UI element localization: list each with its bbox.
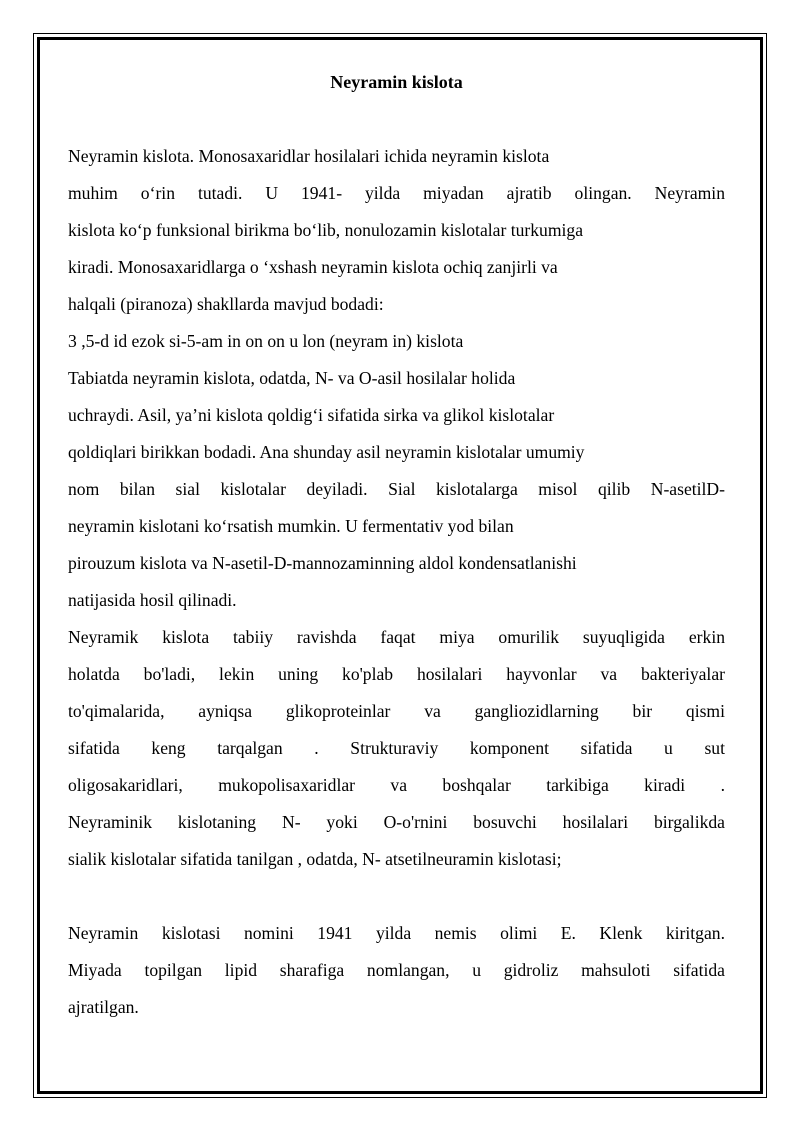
text-line: Neyramin kislota. Monosaxaridlar hosilalari ichida neyramin kislota [68, 146, 550, 166]
text-line: kislota ko‘p funksional birikma bo‘lib, nonulozamin kislotalar turkumiga [68, 220, 584, 240]
text-line: Tabiatda neyramin kislota, odatda, N- va O-asil hosilalar holida [68, 368, 516, 388]
text-line: ajratilgan. [68, 997, 139, 1017]
text-line: holatda bo'ladi, lekin uning ko'plab hosilalari hayvonlar va bakteriyalar [68, 664, 725, 684]
paragraph-spacer [68, 878, 725, 915]
text-line: muhim o‘rin tutadi. U 1941- yilda miyadan ajratib olingan. Neyramin [68, 183, 725, 203]
text-line: Neyraminik kislotaning N- yoki O-o'rnini bosuvchi hosilalari birgalikda [68, 812, 725, 832]
text-line: Neyramik kislota tabiiy ravishda faqat miya omurilik suyuqligida erkin [68, 627, 725, 647]
document-body [68, 64, 725, 1026]
text-line: sifatida keng tarqalgan . Strukturaviy komponent sifatida u sut [68, 738, 725, 758]
text-line: nom bilan sial kislotalar deyiladi. Sial kislotalarga misol qilib N-asetilD- [68, 479, 725, 499]
text-line: halqali (piranoza) shakllarda mavjud bodadi: [68, 294, 384, 314]
text-line: 3 ,5-d id ezok si-5-am in on on u lon (neyram in) kislota [68, 331, 464, 351]
text-line: Miyada topilgan lipid sharafiga nomlangan, u gidroliz mahsuloti sifatida [68, 960, 725, 980]
text-line: Neyramin kislotasi nomini 1941 yilda nemis olimi E. Klenk kiritgan. [68, 923, 725, 943]
text-line: sialik kislotalar sifatida tanilgan , odatda, N- atsetilneuramin kislotasi; [68, 849, 562, 869]
text-line: uchraydi. Asil, ya’ni kislota qoldig‘i sifatida sirka va glikol kislotalar [68, 405, 555, 425]
text-line: to'qimalarida, ayniqsa glikoproteinlar va gangliozidlarning bir qismi [68, 701, 725, 721]
text-line: pirouzum kislota va N-asetil-D-mannozaminning aldol kondensatlanishi [68, 553, 577, 573]
text-line: kiradi. Monosaxaridlarga o ‘xshash neyramin kislota ochiq zanjirli va [68, 257, 558, 277]
text-line: oligosakaridlari, mukopolisaxaridlar va boshqalar tarkibiga kiradi . [68, 775, 725, 795]
text-line: neyramin kislotani ko‘rsatish mumkin. U fermentativ yod bilan [68, 516, 514, 536]
text-line: natijasida hosil qilinadi. [68, 590, 237, 610]
document-title: Neyramin kislota [330, 72, 463, 92]
text-line: qoldiqlari birikkan bodadi. Ana shunday asil neyramin kislotalar umumiy [68, 442, 585, 462]
